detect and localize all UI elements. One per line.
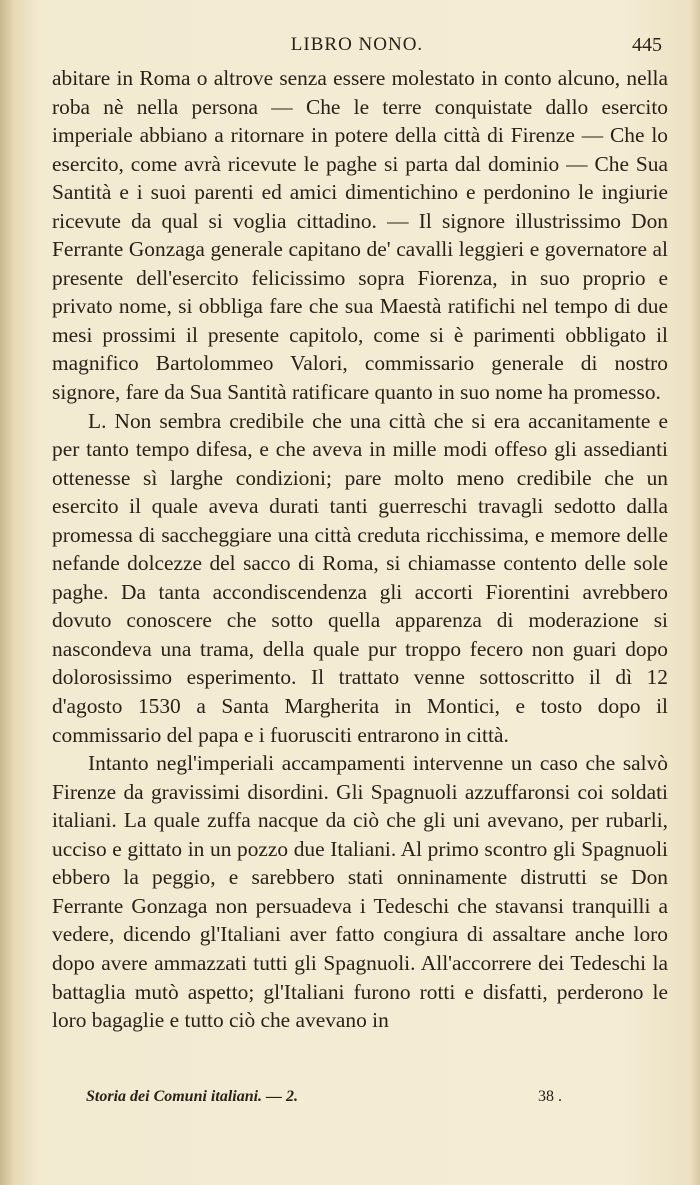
paragraph-continuation: abitare in Roma o altrove senza essere molestato in conto alcuno, nella roba nè nella persona — Che le terre conquistate dallo esercito imperiale abbiano a ritornare in potere della città di Firenze — Che lo esercito, come avrà ricevute le paghe si parta dal dominio — Che Sua Santità e i suoi parenti ed amici dimentichino e perdonino le ingiurie ricevute da qual si voglia cittadino. — Il signore illustrissimo Don Ferrante Gonzaga generale capitano de' cavalli leggieri e governatore al presente dell'esercito felicissimo sopra Fiorenza, in suo proprio e privato nome, si obbliga fare che sua Maestà ratifichi nel tempo di due mesi prossimi il presente capitolo, come si è parimenti obbligato il magnifico Bartolommeo Valori, commissario generale di nostro signore, fare da Sua Santità ratificare quanto in suo nome ha promesso. <box>52 66 668 405</box>
signature-title: Storia dei Comuni italiani. — 2. <box>86 1088 299 1105</box>
paragraph-section-l: L. Non sembra credibile che una città che si era accanitamente e per tanto tempo difesa, e che aveva in mille modi offeso gli assedianti ottenesse sì larghe condizioni; pare molto meno credibile che un esercito il quale aveva durati tanti guerreschi travagli sedotto dalla promessa di saccheggiare una città creduta ricchissima, e memore delle nefande dolcezze del sacco di Roma, si chiamasse contento delle sole paghe. Da tanta accondiscendenza gli accorti Fiorentini avrebbero dovuto conoscere che sotto quella apparenza di moderazione si nascondeva una trama, della quale pur troppo fecero non guari dopo dolorosissimo esperimento. Il trattato venne sottoscritto il dì 12 d'agosto 1530 a Santa Margherita in Montici, e tosto dopo il commissario del papa e i fuorusciti entrarono in città. <box>52 408 668 747</box>
page-footer <box>86 1088 586 1112</box>
page-number: 445 <box>632 34 662 56</box>
page-header <box>52 34 662 58</box>
paragraph-intanto: Intanto negl'imperiali accampamenti intervenne un caso che salvò Firenze da gravissimi disordini. Gli Spagnuoli azzuffaronsi coi soldati italiani. La quale zuffa nacque da ciò che gli uni avevano, per rubarli, ucciso e gittato in un pozzo due Italiani. Al primo scontro gli Spagnuoli ebbero la peggio, e sarebbero stati onninamente distrutti se Don Ferrante Gonzaga non persuadeva i Tedeschi che stavansi tranquilli a vedere, dicendo gl'Italiani aver fatto congiura di assaltare anche loro dopo avere ammazzati tutti gli Spagnuoli. All'accorrere dei Tedeschi la battaglia mutò aspetto; gl'Italiani furono rotti e disfatti, perderono le loro bagaglie e tutto ciò che avevano in <box>52 751 668 1033</box>
running-title: LIBRO NONO. <box>290 34 424 55</box>
signature-number: 38 . <box>538 1088 562 1105</box>
body-text <box>52 64 668 1035</box>
